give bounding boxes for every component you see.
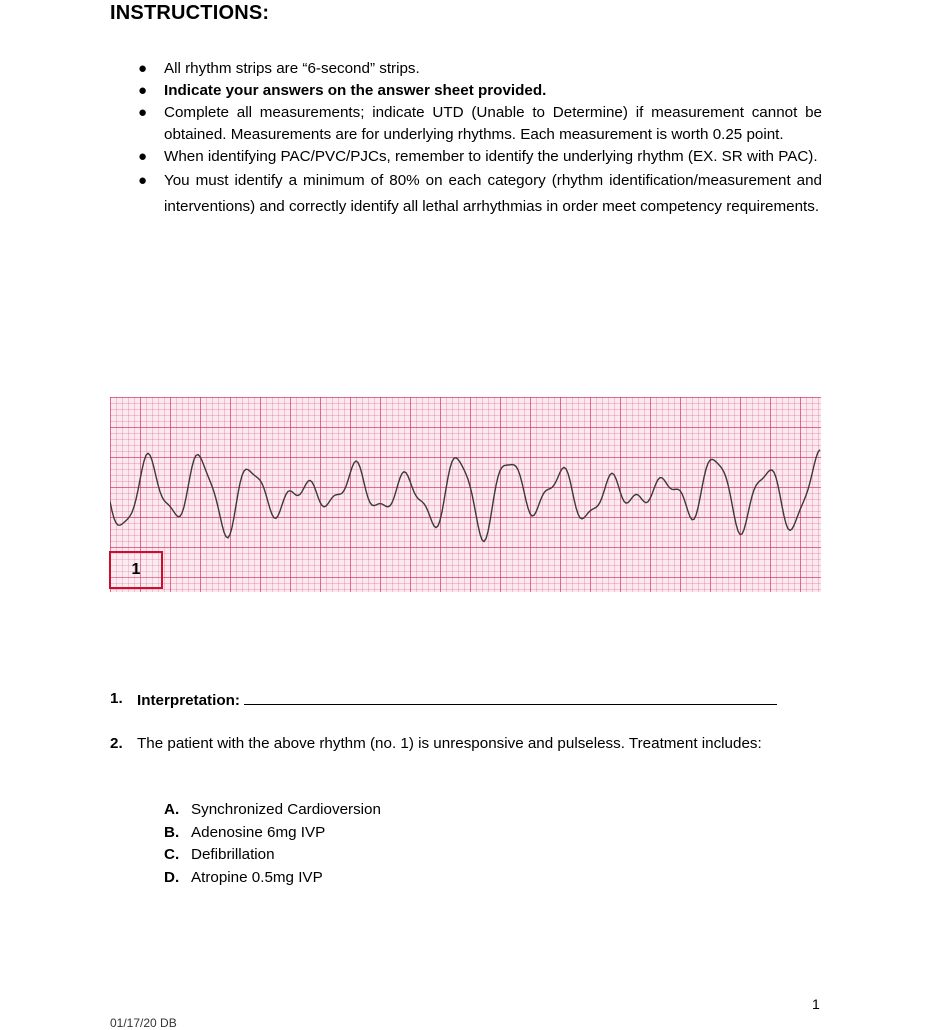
option-b: B. Adenosine 6mg IVP — [164, 823, 326, 841]
strip-number-label: 1 — [109, 551, 163, 589]
page-number: 1 — [812, 996, 820, 1012]
list-item: ● Complete all measurements; indicate UTD (Unable to Determine) if measurement cannot be obtained. Measurements are for underlying rhythms. Each measurement is worth 0.25 point. — [138, 104, 822, 143]
question-number: 2. — [110, 735, 123, 752]
list-item: ● You must identify a minimum of 80% on each category (rhythm identification/measurement and interventions) and correctly identify all lethal arrhythmias in order meet competency requirements. — [138, 168, 822, 219]
ecg-waveform — [110, 450, 820, 542]
bullet-icon: ● — [138, 82, 148, 99]
instructions-list — [138, 58, 822, 219]
ecg-trace-graphic — [110, 397, 821, 592]
question-number: 1. — [110, 690, 123, 707]
question-interpretation — [110, 688, 800, 712]
bullet-icon: ● — [138, 172, 148, 189]
list-item: ● Indicate your answers on the answer sheet provided. — [138, 80, 822, 102]
ecg-rhythm-strip — [110, 397, 821, 592]
list-item: ● All rhythm strips are “6-second” strips. — [138, 58, 822, 80]
bullet-icon: ● — [138, 60, 148, 77]
option-c: C. Defibrillation — [164, 846, 275, 863]
question-text: The patient with the above rhythm (no. 1) is unresponsive and pulseless. Treatment includes: — [137, 735, 762, 752]
page-heading: INSTRUCTIONS: — [110, 2, 270, 24]
answer-blank-line[interactable] — [244, 688, 777, 705]
bullet-icon: ● — [138, 104, 148, 121]
option-a: A. Synchronized Cardioversion — [164, 801, 381, 818]
list-item: ● When identifying PAC/PVC/PJCs, remember to identify the underlying rhythm (EX. SR with PAC). — [138, 146, 822, 168]
bullet-icon: ● — [138, 148, 148, 165]
question-text: Interpretation: — [137, 692, 240, 709]
footer-date: 01/17/20 DB — [110, 1016, 177, 1030]
question-treatment — [110, 733, 770, 755]
answer-options — [164, 799, 381, 889]
option-d: D. Atropine 0.5mg IVP — [164, 868, 323, 886]
